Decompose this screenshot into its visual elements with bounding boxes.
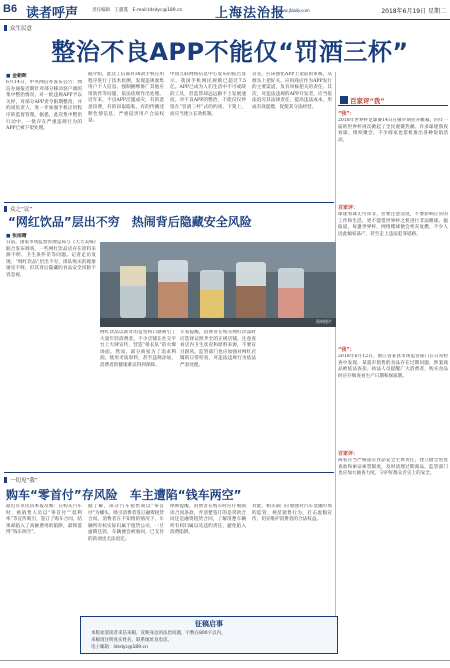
story1-column-4: 首先，应该强化APP上架前的审核，从源头上把好关。应用商店作为APP发行的主要渠道，负有审核把关的责任。其次，对违法违规的APP开发者，应当依法追究其法律责任，提高违法成本，形成有效震慑，促使其守法经营。 [252, 72, 332, 110]
sidebar-marker-icon [340, 96, 348, 104]
story2-column-2: 网红饮品以新奇的造型和口感吸引了大量年轻消费者。不少店铺在社交平台上大肆宣传，营造“排长队”的火爆场面。然而，部分商家为了追求利润，使用劣质原料，甚至违规添加，消费者的健康难以得到保障。 [100, 330, 176, 368]
story2-kicker: 众之“议” [4, 205, 32, 213]
issue-date: 2018年6月19日 星期二 [381, 8, 446, 15]
story3-column-1: 最近有市民向本报反映：在购买汽车时，被销售人员以“零首付”“低利率”等宣传吸引，签订了购车合同，结果却陷入了高额费用的陷阱，最终落得“钱车两空”。 [6, 504, 82, 536]
page-code: B6 [3, 3, 18, 15]
drinks-photo-image [100, 242, 336, 327]
sidebar-label-1: “我”： [338, 111, 355, 117]
story-photo [100, 242, 336, 327]
story3-kicker: 一切见“我” [4, 476, 38, 484]
sidebar-header [338, 94, 448, 106]
sidebar-text-4: 商家应当严格落实食品安全主体责任，建立健全进货查验和索证索票制度，及时清理过期商品。监管部门也应加大抽查力度，守护好群众舌尖上的安全。 [338, 458, 448, 477]
sidebar-text-2: 球迷看球无可厚非，但要注意适度，不要影响正常的工作和生活，更不能借世界杯之机进行非法赌球。据报道，每逢世界杯，网络赌球便会死灰复燃，不少人因此倾家荡产，甚至走上违法犯罪道路。 [338, 212, 448, 237]
story1-author: ■ 金朝晖 [6, 72, 27, 79]
story1-column-2: 据介绍，此次工信部对38款手机应用程序进行了技术检测，发现违规收集用户个人信息、强制捆绑推广其他应用软件等问题，依法依规作出处理。近年来，不良APP泛滥成灾，有的恶意扣费，有的窃取隐私，有的传播淫秽色情信息，严重侵害用户合法权益。 [88, 72, 164, 124]
editors-line: 责任编辑 王蕙蔓 E-mail:ldsdyc@189.cn [92, 8, 183, 13]
sidebar-label-4: 百家评： [338, 451, 359, 457]
notice-line-2: 来稿请注明真实姓名、联系地址及电话。 [91, 638, 172, 643]
section-title: 读者呼声 [26, 6, 79, 21]
submission-notice [80, 616, 338, 654]
photo-caption: 资料图片 [316, 319, 332, 324]
story2-author: ■ 张雨晴 [6, 232, 27, 239]
story1-column-3: 中国互联网络信息中心发布的报告显示，我国手机网民规模已超过7.5亿。APP已成为人们生活中不可或缺的工具，但监管却远远跟不上发展速度。对不良APP的整治，不能仅仅停留在“罚酒三杯”式的约谈、下架上，而应当建立长效机制。 [170, 72, 246, 117]
story3-headline: 购车“零首付”存风险 车主遭陷“钱车两空” [6, 488, 242, 502]
page-footer-rule [0, 660, 450, 668]
story3-column-2: 据了解，部分汽车销售商以“零首付”为噱头，吸引消费者签订融资租赁合同。消费者在不知情的情况下，车辆所有权实际归属于租赁公司，一旦逾期还款，车辆便会被收回，已支付的款项也无法退还。 [88, 504, 164, 542]
column-divider [335, 72, 336, 652]
story2-column-3: 专家提醒，消费者在购买网红饮品时应选择证照齐全的正规店铺，注意查看店内卫生状况和原料来源，不要盲目跟风。监管部门也应加强对网红店铺的日常检查，对违法违规行为依法严肃处理。 [180, 330, 256, 368]
newspaper-logo: 上海法治报 [215, 6, 286, 21]
section-rule-2 [4, 472, 334, 473]
story2-column-1: 日前，国家市场监督管理总局与《天天美味》联合发布调查，一些网红饮品店存在原料来源不明、卫生条件差等问题。记者走访发现，“网红饮品”层出不穷，排队购买的现象屡见不鲜，但其背后隐藏的食品安全风险不容忽视。 [6, 240, 96, 278]
story1-kicker: 众生民意 [4, 24, 32, 32]
masthead [0, 0, 450, 20]
story1-column-1: 6月14日，中央网信办发布公告：网信办通报近期针对部分移动客户端的集中整治情况，对一批违规APP予以关停，对部分APP责令限期整改，并约谈负责人，进一步加强手机应用程序的监督管理。据悉，此次集中整治行动中，一批存在严重违规行为的APP已被下架处理。 [6, 80, 82, 132]
story3-column-4: 对此，相关部门应加强对汽车金融市场的监管，规范销售行为，打击虚假宣传，切实维护消费者的合法权益。 [252, 504, 332, 523]
sidebar-title: 百家评“我” [350, 97, 385, 105]
sidebar-label-2: 百家评： [338, 205, 359, 211]
website-link[interactable]: www.jfdaily.com [278, 8, 310, 13]
story3-column-3: 律师提醒，消费者在购车时应仔细阅读合同条款，弄清楚签订的是贷款合同还是融资租赁合同，了解清楚车辆所有权归属以及违约责任，避免陷入消费陷阱。 [170, 504, 246, 536]
section-rule-1 [4, 202, 334, 203]
story2-headline: “网红饮品”层出不穷 热闹背后隐藏安全风险 [8, 215, 252, 229]
notice-email[interactable]: 电子邮箱：ldsdyc@189.cn [91, 645, 148, 650]
notice-line-1: 本版欢迎读者来信来稿，反映身边的法治问题，字数在800字以内。 [91, 631, 226, 636]
story1-headline: 整治不良APP不能仅“罚酒三杯” [51, 38, 409, 66]
sidebar-label-3: “我”： [338, 347, 355, 353]
sidebar-text-3: 2018年6月12日，浙江省某县市场监管部门在日常检查中发现，某超市销售的食品存在过期问题，涉案商品被依法查扣。执法人员提醒广大消费者，购买食品时应仔细查看生产日期和保质期。 [338, 354, 448, 379]
notice-title: 征稿启事 [195, 620, 223, 628]
sidebar-text-1: 2018年世界杯足球赛14日在俄罗斯拉开帷幕，四年一届的世界杯再次掀起了全民观赛热潮。许多球迷熬夜看球、组织聚会，不少商家也借机推出各种促销活动。 [338, 118, 448, 143]
